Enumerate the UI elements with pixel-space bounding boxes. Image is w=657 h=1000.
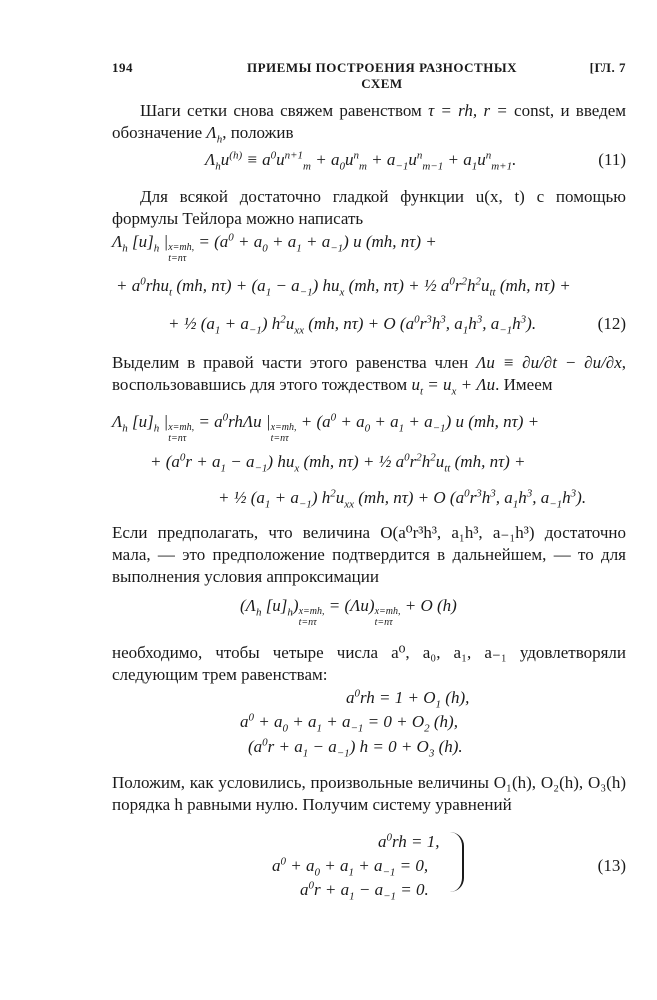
expansion-line-2: + $(a^0r + a_1 - a_{-1})$ $hu_x$ (mh, nτ) + ½ $a^0r^2h^2u_{tt}$ (mh, nτ) + xyxy=(150,451,526,475)
system-brace xyxy=(448,832,464,892)
equation-number-13: (13) xyxy=(597,856,626,875)
equation-number-11: (11) xyxy=(598,150,626,169)
expansion-line-1: $\Lambda_h$ $[u]_h$ |x=mh, $t=n\tau = a^0rh\Lambda u$ |x=mh, $t=n\tau + (a^0 + a_0 + a_1 + a_{-1})$ u (mh, nτ) + xyxy=(112,411,540,444)
paragraph-2: Для всякой достаточно гладкой функции u(x, t) с помощью формулы Тейлора можно написать xyxy=(112,187,626,228)
paragraph-3: Выделим в правой части этого равенства член Λu ≡ ∂u/∂t − ∂u/∂x, воспользовавшись для этого тождеством $u_t = u_x + \Lambda u$. Имеем xyxy=(112,353,627,398)
approximation-condition: ($\Lambda_h$ $[u]_h)x=mh$, t=nτ = (Λu)x=mh, t=nτ + O (h) xyxy=(240,596,457,628)
equation-12-line-2: + $a^0rhu_t$ (mh, $n\tau) + (a_1 - a_{-1})$ $hu_x$ (mh, nτ) + ½ $a^0r^2h^2u_{tt}$ (mh, nτ) + xyxy=(116,275,571,299)
running-title: ПРИЕМЫ ПОСТРОЕНИЯ РАЗНОСТНЫХ СХЕМ xyxy=(247,60,517,91)
equality-3: $(a^0r + a_1 - a_{-1}) h = 0 + O_3$ (h). xyxy=(248,736,463,760)
equation-number-12: (12) xyxy=(597,314,626,333)
paragraph-1: Шаги сетки снова свяжем равенством τ = rh, r = const, и введем обозначение $\Lambda_h$, положив xyxy=(112,101,627,146)
equation-12-line-3: + ½ $(a_1 + a_{-1})$ $h^2u_{xx}$ (mh, nτ) + O ($a^0r^3h^3$, $a_1h^3$, $a_{-1}h^3$). xyxy=(168,313,537,337)
system-13-line-3: $a^0r + a_1 - a_{-1} = 0$. xyxy=(300,879,429,903)
equation-12-line-1: $\Lambda_h$ $[u]_h$ |x=mh, $t=n\tau = (a^0 + a_0 + a_1 + a_{-1})$ u (mh, nτ) + xyxy=(112,231,437,264)
running-header xyxy=(112,60,626,91)
equality-2: $a^0 + a_0 + a_1 + a_{-1} = 0 + O_2$ (h), xyxy=(240,711,458,735)
equation-11: $\Lambda_hu^{(h)} \equiv a^0u^{n+1}_m + a_0u^n_m + a_{-1}u^n_{m-1} + a_1u^n_{m+1}$. xyxy=(205,149,517,173)
chapter-label: [ГЛ. 7 xyxy=(589,60,626,75)
expansion-line-3: + ½ $(a_1 + a_{-1})$ $h^2u_{xx}$ (mh, nτ) + O ($a^0r^3h^3$, $a_1h^3$, $a_{-1}h^3$). xyxy=(218,487,587,511)
paragraph-4: Если предполагать, что величина O(a⁰r³h³, a₁h³, a₋₁h³) достаточно мала, — это предположение подтвердится в дальнейшем, — то для выполнения условия аппроксимации xyxy=(112,523,626,586)
paragraph-6: Положим, как условились, произвольные величины O₁(h), O₂(h), O₃(h) порядка h равными нулю. Получим систему уравнений xyxy=(112,773,626,814)
system-13-line-1: $a^0rh = 1$, xyxy=(378,831,440,851)
page-number: 194 xyxy=(112,60,133,75)
system-13-line-2: $a^0 + a_0 + a_1 + a_{-1} = 0$, xyxy=(272,855,429,879)
paragraph-5: необходимо, чтобы четыре числа a⁰, a₀, a₁, a₋₁ удовлетворяли следующим трем равенствам: xyxy=(112,643,626,684)
equality-1: $a^0rh = 1 + O_1$ (h), xyxy=(346,687,470,711)
